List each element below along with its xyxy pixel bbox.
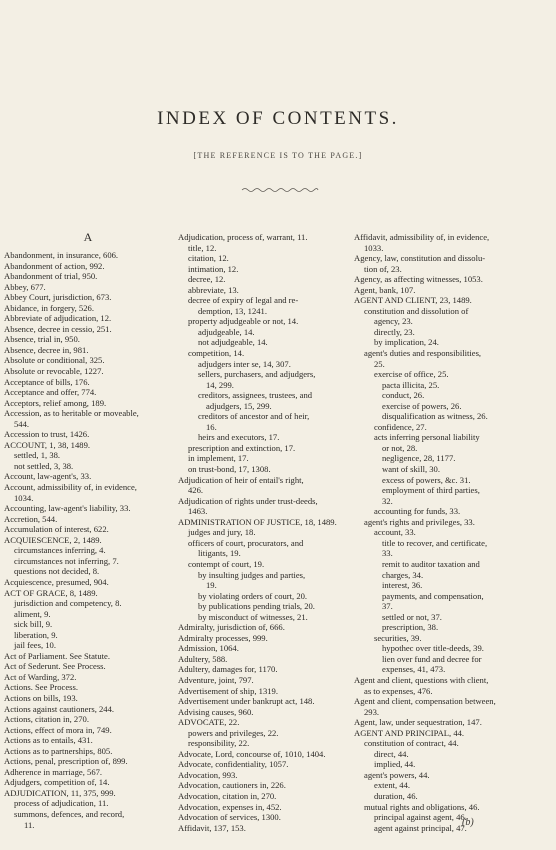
- index-entry: securities, 39.: [374, 632, 422, 643]
- index-entry: Acquiescence, presumed, 904.: [4, 576, 109, 587]
- index-entry: Advocation, 993.: [178, 769, 238, 780]
- index-entry: Adjudgers, competition of, 14.: [4, 777, 110, 788]
- index-entry: Advertisement of ship, 1319.: [178, 685, 279, 696]
- index-entry: Advocation, citation in, 270.: [178, 790, 277, 801]
- index-entry: accounting for funds, 33.: [374, 506, 461, 517]
- index-entry: ADMINISTRATION OF JUSTICE, 18, 1489.: [178, 516, 337, 527]
- index-entry: prescription, 38.: [382, 622, 439, 633]
- index-entry: duration, 46.: [374, 790, 418, 801]
- index-entry: competition, 14.: [188, 348, 245, 359]
- index-entry: Abandonment of trial, 950.: [4, 271, 98, 282]
- index-entry: acts inferring personal liability: [374, 432, 480, 443]
- index-entry: ACCOUNT, 1, 38, 1489.: [4, 439, 91, 450]
- index-entry: creditors of ancestor and of heir,: [198, 411, 310, 422]
- index-entry: Affidavit, admissibility of, in evidence,: [354, 232, 490, 242]
- index-entry: constitution of contract, 44.: [364, 738, 459, 749]
- index-entry: by publications pending trials, 20.: [198, 601, 315, 612]
- index-entry: Advocation of services, 1300.: [178, 812, 281, 823]
- index-entry: Act of Parliament. See Statute.: [4, 650, 110, 661]
- index-entry: Advocate, confidentiality, 1057.: [178, 759, 289, 770]
- index-entry: citation, 12.: [188, 253, 229, 264]
- index-entry: heirs and executors, 17.: [198, 432, 280, 443]
- index-entry: conduct, 26.: [382, 390, 425, 401]
- index-entry: agent against principal, 47.: [374, 822, 467, 833]
- index-entry: constitution and dissolution of: [364, 305, 469, 316]
- index-entry: Agent, bank, 107.: [354, 284, 416, 295]
- index-entry: Abandonment of action, 992.: [4, 260, 105, 271]
- index-entry: property adjudgeable or not, 14.: [188, 316, 299, 327]
- index-entry: tion of, 23.: [364, 263, 402, 274]
- index-entry: Advising causes, 960.: [178, 706, 254, 717]
- index-entry: Adultery, 588.: [178, 653, 228, 664]
- index-entry: not adjudgeable, 14.: [198, 337, 268, 348]
- index-entry: charges, 34.: [382, 569, 424, 580]
- index-entry: sellers, purchasers, and adjudgers,: [198, 369, 316, 380]
- index-entry: title, 12.: [188, 242, 217, 253]
- index-entry: liberation, 9.: [14, 629, 58, 640]
- index-entry: intimation, 12.: [188, 263, 239, 274]
- index-entry: Acceptance and offer, 774.: [4, 387, 97, 398]
- index-entry: abbreviate, 13.: [188, 284, 239, 295]
- index-entry: 1034.: [14, 492, 34, 503]
- index-entry: by violating orders of court, 20.: [198, 590, 308, 601]
- index-entry: decree, 12.: [188, 274, 226, 285]
- index-entry: Accounting, law-agent's liability, 33.: [4, 503, 131, 514]
- index-entry: Accession, as to heritable or moveable,: [4, 408, 139, 419]
- index-entry: Actions as to entails, 431.: [4, 735, 93, 746]
- index-entry: Agent and client, questions with client,: [354, 674, 489, 685]
- index-entry: hypothec over title-deeds, 39.: [382, 643, 484, 654]
- index-column-2: [178, 232, 348, 833]
- index-entry: Acceptance of bills, 176.: [4, 376, 90, 387]
- index-entry: Adjudication of heir of entail's right,: [178, 474, 304, 485]
- index-entry: Acceptors, relief among, 189.: [4, 397, 107, 408]
- index-entry: settled, 1, 38.: [14, 450, 61, 461]
- index-entry: Accession to trust, 1426.: [4, 429, 90, 440]
- index-entry: powers and privileges, 22.: [188, 727, 279, 738]
- index-entry: circumstances not inferring, 7.: [14, 555, 119, 566]
- index-entry: agent's powers, 44.: [364, 769, 430, 780]
- index-entry: Actions, effect of mora in, 749.: [4, 724, 112, 735]
- index-entry: agency, 23.: [374, 316, 413, 327]
- index-entry: 32.: [382, 495, 393, 506]
- index-entry: Abbey, 677.: [4, 281, 46, 292]
- page-title: INDEX OF CONTENTS.: [157, 108, 399, 129]
- index-entry: Accumulation of interest, 622.: [4, 524, 109, 535]
- index-entry: decree of expiry of legal and re-: [188, 295, 299, 306]
- index-entry: judges and jury, 18.: [188, 527, 256, 538]
- index-entry: ADVOCATE, 22.: [178, 717, 240, 728]
- index-entry: Abidance, in forgery, 526.: [4, 302, 94, 313]
- index-entry: AGENT AND PRINCIPAL, 44.: [354, 727, 465, 738]
- index-entry: process of adjudication, 11.: [14, 798, 109, 809]
- index-entry: implied, 44.: [374, 759, 416, 770]
- index-entry: Absolute or conditional, 325.: [4, 355, 105, 366]
- index-entry: principal against agent, 46.: [374, 812, 467, 823]
- index-entry: responsibility, 22.: [188, 738, 250, 749]
- index-entry: negligence, 28, 1177.: [382, 453, 456, 464]
- index-entry: agent's rights and privileges, 33.: [364, 516, 475, 527]
- index-entry: jurisdiction and competency, 8.: [14, 598, 122, 609]
- index-entry: Adultery, damages for, 1170.: [178, 664, 278, 675]
- index-entry: 33.: [382, 548, 393, 559]
- index-entry: Actions, citation in, 270.: [4, 714, 89, 725]
- index-column-3: [354, 232, 546, 833]
- index-entry: Accretion, 544.: [4, 513, 58, 524]
- index-entry: as to expenses, 476.: [364, 685, 433, 696]
- index-entry: 11.: [24, 819, 35, 830]
- divider-flourish: [240, 186, 320, 194]
- index-entry: 1463.: [188, 506, 208, 517]
- index-entry: Account, law-agent's, 33.: [4, 471, 92, 482]
- index-entry: Account, admissibility of, in evidence,: [4, 482, 137, 493]
- index-entry: disqualification as witness, 26.: [382, 411, 488, 422]
- index-entry: expenses, 41, 473.: [382, 664, 446, 675]
- index-entry: lien over fund and decree for: [382, 653, 482, 664]
- index-entry: Advocation, cautioners in, 226.: [178, 780, 286, 791]
- index-entry: not settled, 3, 38.: [14, 460, 74, 471]
- index-entry: want of skill, 30.: [382, 464, 441, 475]
- index-entry: Act of Sederunt. See Process.: [4, 661, 106, 672]
- index-entry: Admission, 1064.: [178, 643, 239, 654]
- index-entry: Agent and client, compensation between,: [354, 696, 496, 707]
- index-entry: jail fees, 10.: [14, 640, 56, 651]
- index-entry: prescription and extinction, 17.: [188, 442, 296, 453]
- index-entry: adjudgers, 15, 299.: [206, 400, 272, 411]
- index-entry: 426.: [188, 485, 204, 496]
- index-entry: Advertisement under bankrupt act, 148.: [178, 696, 315, 707]
- index-entry: Absolute or revocable, 1227.: [4, 366, 104, 377]
- index-entry: adjudgers inter se, 14, 307.: [198, 358, 291, 369]
- index-entry: Absence, decree in, 981.: [4, 344, 89, 355]
- index-entry: direct, 44.: [374, 748, 409, 759]
- index-entry: circumstances inferring, 4.: [14, 545, 106, 556]
- index-entry: extent, 44.: [374, 780, 411, 791]
- index-entry: pacta illicita, 25.: [382, 379, 440, 390]
- index-entry: by insulting judges and parties,: [198, 569, 306, 580]
- page-subtitle: [THE REFERENCE IS TO THE PAGE.]: [193, 151, 363, 160]
- index-entry: AGENT AND CLIENT, 23, 1489.: [354, 295, 472, 306]
- index-entry: agent's duties and responsibilities,: [364, 348, 482, 359]
- index-entry: or not, 28.: [382, 442, 418, 453]
- index-entry: Adherence in marriage, 567.: [4, 766, 103, 777]
- index-entry: demption, 13, 1241.: [198, 305, 267, 316]
- signature-mark: (b): [462, 817, 474, 828]
- index-entry: Advocate, Lord, concourse of, 1010, 1404.: [178, 748, 326, 759]
- index-entry: confidence, 27.: [374, 421, 427, 432]
- index-entry: ADJUDICATION, 11, 375, 999.: [4, 787, 116, 798]
- index-entry: on trust-bond, 17, 1308.: [188, 464, 271, 475]
- index-entry: Adjudication, process of, warrant, 11.: [178, 232, 308, 242]
- index-entry: Actions on bills, 193.: [4, 692, 78, 703]
- index-entry: adjudgeable, 14.: [198, 326, 255, 337]
- index-entry: Agency, law, constitution and dissolu-: [354, 253, 486, 264]
- index-entry: litigants, 19.: [198, 548, 241, 559]
- index-entry: payments, and compensation,: [382, 590, 484, 601]
- index-entry: creditors, assignees, trustees, and: [198, 390, 313, 401]
- index-entry: Abbreviate of adjudication, 12.: [4, 313, 112, 324]
- index-entry: in implement, 17.: [188, 453, 249, 464]
- index-entry: Agent, law, under sequestration, 147.: [354, 717, 482, 728]
- index-entry: Adjudication of rights under trust-deeds,: [178, 495, 318, 506]
- index-entry: 25.: [374, 358, 385, 369]
- index-entry: ACQUIESCENCE, 2, 1489.: [4, 534, 102, 545]
- index-entry: account, 33.: [374, 527, 416, 538]
- index-entry: remit to auditor taxation and: [382, 558, 480, 569]
- index-entry: Advocation, expenses in, 452.: [178, 801, 282, 812]
- index-entry: sick bill, 9.: [14, 619, 53, 630]
- index-entry: 19.: [206, 580, 217, 591]
- index-entry: Adventure, joint, 797.: [178, 674, 254, 685]
- section-letter: A: [83, 230, 93, 244]
- index-entry: by implication, 24.: [374, 337, 439, 348]
- index-entry: questions not decided, 8.: [14, 566, 100, 577]
- index-entry: by misconduct of witnesses, 21.: [198, 611, 308, 622]
- index-entry: Actions, penal, prescription of, 899.: [4, 756, 128, 767]
- index-entry: Abbey Court, jurisdiction, 673.: [4, 292, 112, 303]
- index-entry: contempt of court, 19.: [188, 558, 265, 569]
- index-entry: settled or not, 37.: [382, 611, 442, 622]
- index-entry: excess of powers, &c. 31.: [382, 474, 471, 485]
- index-entry: aliment, 9.: [14, 608, 51, 619]
- index-entry: 37.: [382, 601, 393, 612]
- index-entry: title to recover, and certificate,: [382, 537, 488, 548]
- index-column-1: [4, 230, 172, 830]
- index-entry: Actions. See Process.: [4, 682, 78, 693]
- index-entry: 14, 299.: [206, 379, 234, 390]
- index-entry: 544.: [14, 418, 30, 429]
- index-entry: directly, 23.: [374, 326, 415, 337]
- index-entry: Agency, as affecting witnesses, 1053.: [354, 274, 483, 285]
- index-entry: exercise of office, 25.: [374, 369, 449, 380]
- index-entry: summons, defences, and record,: [14, 808, 125, 819]
- index-entry: mutual rights and obligations, 46.: [364, 801, 480, 812]
- index-entry: 16.: [206, 421, 217, 432]
- index-entry: 293.: [364, 706, 380, 717]
- index-entry: interest, 36.: [382, 580, 423, 591]
- index-entry: employment of third parties,: [382, 485, 480, 496]
- index-entry: Abandonment, in insurance, 606.: [4, 250, 119, 260]
- index-entry: Actions as to partnerships, 805.: [4, 745, 113, 756]
- index-entry: Actions against cautioners, 244.: [4, 703, 115, 714]
- index-entry: Admiralty, jurisdiction of, 666.: [178, 622, 285, 633]
- index-entry: Act of Warding, 372.: [4, 671, 77, 682]
- index-entry: exercise of powers, 26.: [382, 400, 462, 411]
- index-entry: Absence, decree in cessio, 251.: [4, 323, 112, 334]
- index-entry: Affidavit, 137, 153.: [178, 822, 246, 833]
- index-entry: ACT OF GRACE, 8, 1489.: [4, 587, 98, 598]
- index-entry: officers of court, procurators, and: [188, 537, 304, 548]
- index-entry: Absence, trial in, 950.: [4, 334, 80, 345]
- index-entry: 1033.: [364, 242, 384, 253]
- index-entry: Admiralty processes, 999.: [178, 632, 268, 643]
